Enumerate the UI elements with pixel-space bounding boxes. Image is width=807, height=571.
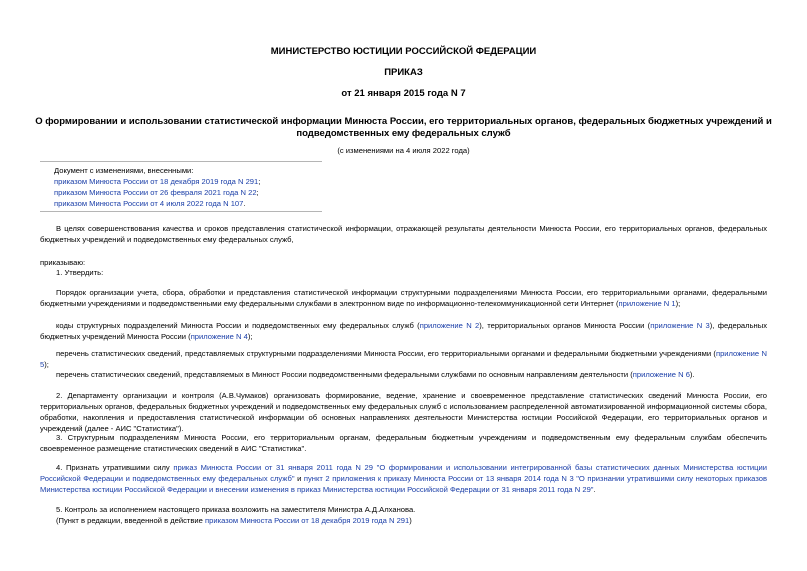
paragraph-procedure: Порядок организации учета, сбора, обработки и представления статистической информации структурными подразделениями Минюста России, его территориальными органами, федеральными бюджетными учреждениями и подведомственными ему федеральными службами в электронном виде по информационно-телекоммуникационной сети Интернет (приложение N 1); (40, 288, 767, 308)
repealed-clause-link[interactable]: пункт 2 приложения к приказу Минюста России от 13 января 2014 года N 3 "О признании утратившими силу некоторых приказов Министерства юстиции Российской Федерации и внесении изменения в приказ Министерства юстиции Российской Федерации от 31 января 2011 года N 29" (40, 474, 767, 494)
changes-box (54, 165, 260, 209)
divider-top (40, 161, 322, 162)
document-date-number: от 21 января 2015 года N 7 (341, 88, 466, 99)
item-2: 2. Департаменту организации и контроля (А.В.Чумаков) организовать формирование, ведение, хранение и своевременное представление статистических сведений Минюста России, его территориальных органов, федеральных бюджетных учреждений и подведомственных ему федеральных служб с использованием распределенной автоматизированной информационной системы сбора, обработки, накопления и предоставления статистической информации об основных направлениях деятельности Министерства юстиции Российской Федерации, его территориальных органов и учреждений (далее - АИС "Статистика"). (40, 391, 767, 433)
changes-intro: Документ с изменениями, внесенными: (54, 166, 194, 175)
appendix-4-link[interactable]: приложение N 4 (190, 332, 248, 341)
item-4: 4. Признать утратившими силу приказ Минюста России от 31 января 2011 года N 29 "О формировании и использовании интегрированной базы статистических данных Министерства юстиции Российской Федерации и подведомственных ему федеральных служб" и пункт 2 приложения к приказу Минюста России от 13 января 2014 года N 3 "О признании утратившими силу некоторых приказов Министерства юстиции Российской Федерации и внесении изменения в приказ Министерства юстиции Российской Федерации от 31 января 2011 года N 29". (40, 463, 767, 494)
appendix-3-link[interactable]: приложение N 3 (650, 321, 710, 330)
document-title (0, 116, 807, 140)
item-3: 3. Структурным подразделениям Минюста России, его территориальным органам, федеральным бюджетным учреждениям и подведомственным ему федеральным службам обеспечить своевременное размещение статистических сведений в АИС "Статистика". (40, 433, 767, 453)
title-line-2: подведомственных ему федеральных служб (296, 128, 511, 139)
appendix-6-link[interactable]: приложение N 6 (632, 370, 690, 379)
appendix-2-link[interactable]: приложение N 2 (419, 321, 480, 330)
item-5-amendment-link[interactable]: приказом Минюста России от 18 декабря 2019 года N 291 (205, 516, 410, 525)
change-item: приказом Минюста России от 4 июля 2022 года N 107. (54, 199, 246, 208)
change-link-2[interactable]: приказом Минюста России от 26 февраля 2021 года N 22 (54, 188, 257, 197)
paragraph-list-services: перечень статистических сведений, представляемых в Минюст России подведомственными федеральными службами по основным направлениям деятельности (приложение N 6). (56, 370, 695, 379)
preamble: В целях совершенствования качества и сроков представления статистической информации, отражающей результаты деятельности Минюста России, его территориальных органов, федеральных бюджетных учреждений и подведомственных ему федеральных служб, (40, 224, 767, 244)
document-type: ПРИКАЗ (384, 67, 423, 78)
divider-bottom (40, 211, 322, 212)
title-line-1: О формировании и использовании статистической информации Минюста России, его территориальных органов, федеральных бюджетных учреждений и (35, 116, 772, 127)
repealed-order-link[interactable]: приказ Минюста России от 31 января 2011 года N 29 "О формировании и использовании интегрированной базы статистических данных Министерства юстиции Российской Федерации и подведомственных ему федеральных служб" (40, 463, 767, 483)
change-item: приказом Минюста России от 26 февраля 2021 года N 22; (54, 188, 259, 197)
paragraph-list-structural: перечень статистических сведений, представляемых структурными подразделениями Минюста России, его территориальными органами и федеральными бюджетными учреждениями (приложение N 5); (40, 349, 767, 369)
amended-note: (с изменениями на 4 июля 2022 года) (337, 146, 470, 155)
appendix-5-link[interactable]: приложение N 5 (40, 349, 767, 369)
change-link-3[interactable]: приказом Минюста России от 4 июля 2022 года N 107 (54, 199, 244, 208)
change-item: приказом Минюста России от 18 декабря 2019 года N 291; (54, 177, 261, 186)
ministry-name: МИНИСТЕРСТВО ЮСТИЦИИ РОССИЙСКОЙ ФЕДЕРАЦИИ (270, 46, 537, 57)
change-link-1[interactable]: приказом Минюста России от 18 декабря 2019 года N 291 (54, 177, 259, 186)
item-5-note: (Пункт в редакции, введенной в действие приказом Минюста России от 18 декабря 2019 года N 291) (56, 516, 412, 525)
appendix-1-link[interactable]: приложение N 1 (618, 299, 676, 308)
item-1: 1. Утвердить: (56, 268, 104, 277)
paragraph-codes: коды структурных подразделений Минюста России и подведомственных ему федеральных служб (приложение N 2), территориальных органов Минюста России (приложение N 3), федеральных бюджетных учреждений Минюста России (приложение N 4); (40, 321, 767, 341)
item-5: 5. Контроль за исполнением настоящего приказа возложить на заместителя Министра А.Д.Алханова. (56, 505, 416, 514)
order-word: приказываю: (40, 258, 86, 267)
